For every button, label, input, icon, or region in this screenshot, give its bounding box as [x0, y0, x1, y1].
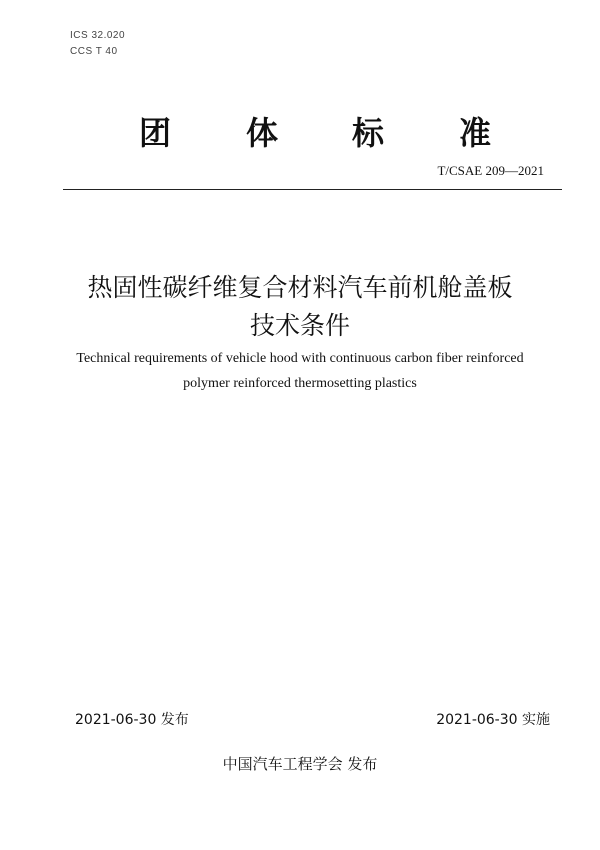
- title-en-line2: polymer reinforced thermosetting plastics: [183, 376, 417, 391]
- heading-char: 体: [245, 114, 278, 152]
- heading-char: 标: [351, 114, 384, 152]
- ics-code: ICS 32.020: [70, 30, 126, 41]
- heading-char: 团: [138, 114, 171, 152]
- issue-date: 2021-06-30 发布: [75, 712, 189, 728]
- publisher: 中国汽车工程学会 发布: [222, 755, 378, 773]
- title-cn-line1: 热固性碳纤维复合材料汽车前机舱盖板: [87, 273, 513, 302]
- divider: [63, 189, 562, 190]
- ccs-code: CCS T 40: [70, 46, 118, 57]
- title-cn-line2: 技术条件: [249, 311, 350, 340]
- heading-char: 准: [458, 114, 491, 152]
- standard-number: T/CSAE 209—2021: [437, 163, 544, 178]
- implement-date: 2021-06-30 实施: [436, 712, 550, 728]
- title-en-line1: Technical requirements of vehicle hood with continuous carbon fiber reinforced: [76, 351, 524, 366]
